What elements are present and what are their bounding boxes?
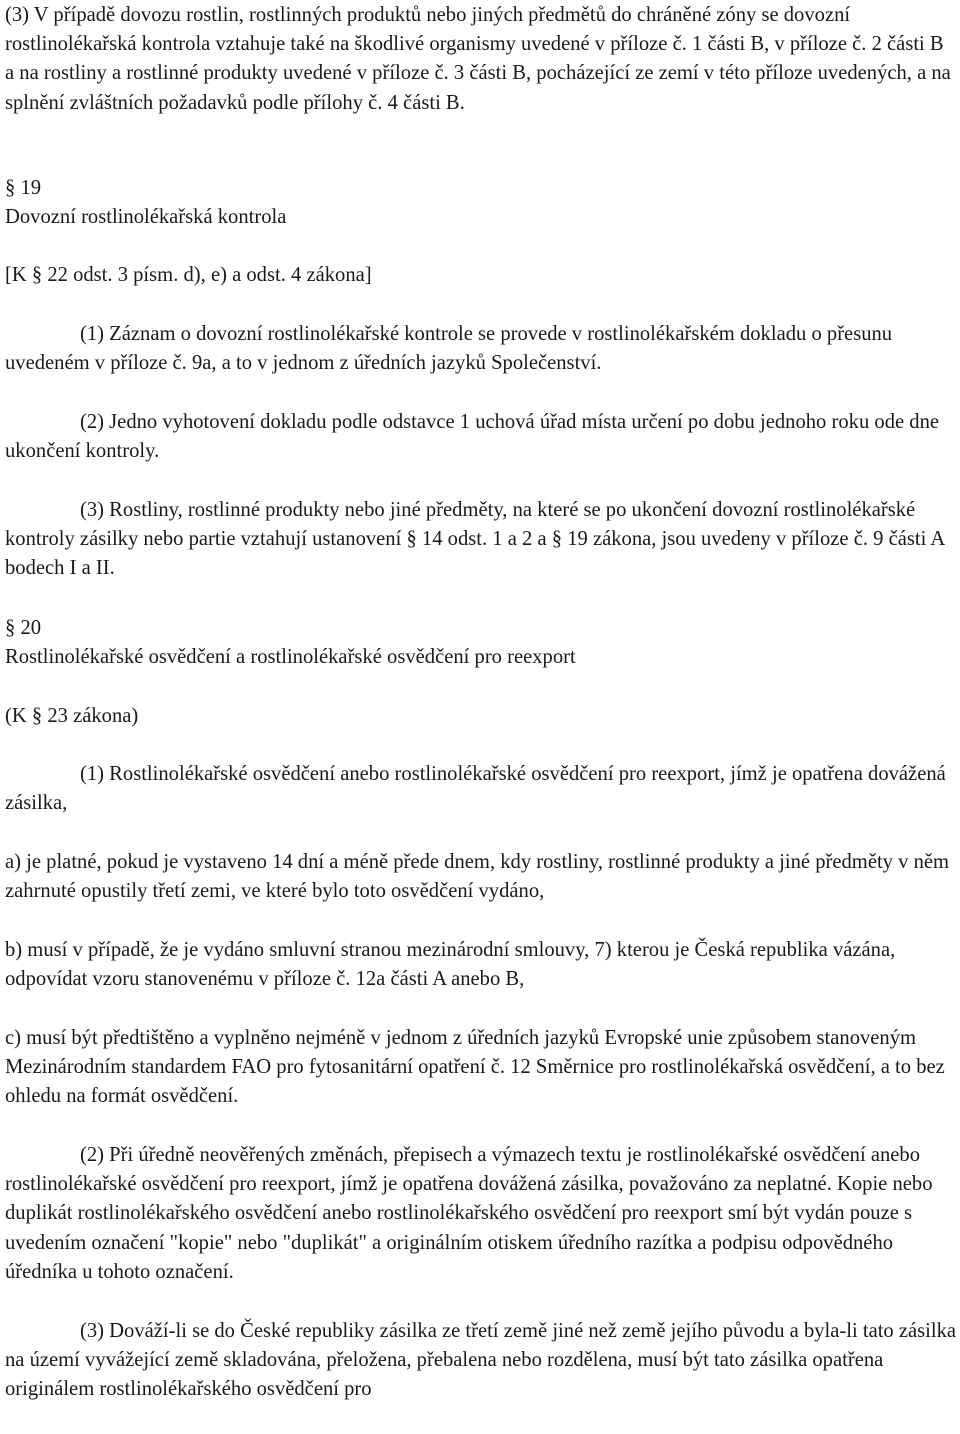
- paragraph-20-3: (3) Dováží-li se do České republiky zásilka ze třetí země jiné než země jejího původu a byla-li tato zásilka na území vyvážející země skladována, přeložena, přebalena nebo rozdělena, musí být tato zásilka opatřena originálem rostlinolékařského osvědčení pro: [5, 1320, 957, 1401]
- paragraph-19-2: (2) Jedno vyhotovení dokladu podle odstavce 1 uchová úřad místa určení po dobu jednoho roku ode dne ukončení kontroly.: [5, 411, 940, 463]
- paragraph-18-3: (3) V případě dovozu rostlin, rostlinných produktů nebo jiných předmětů do chráněné zóny se dovozní rostlinolékařská kontrola vztahuje také na škodlivé organismy uvedené v příloze č. 1 části B, v příloze č. 2 části B a na rostliny a rostlinné produkty uvedené v příloze č. 3 části B, pocházející ze zemí v této příloze uvedených, a na splnění zvláštních požadavků podle přílohy č. 4 části B.: [5, 4, 951, 114]
- paragraph-20-1-c: c) musí být předtištěno a vyplněno nejméně v jednom z úředních jazyků Evropské unie způsobem stanoveným Mezinárodním standardem FAO pro fytosanitární opatření č. 12 Směrnice pro rostlinolékařská osvědčení, a to bez ohledu na formát osvědčení.: [5, 1027, 945, 1108]
- section-19-reference: [K § 22 odst. 3 písm. d), e) a odst. 4 zákona]: [5, 264, 372, 286]
- paragraph-20-1-b: b) musí v případě, že je vydáno smluvní stranou mezinárodní smlouvy, 7) kterou je Česká republika vázána, odpovídat vzoru stanovenému v příloze č. 12a části A anebo B,: [5, 939, 896, 991]
- section-20-number: § 20: [5, 617, 42, 639]
- section-20-reference: (K § 23 zákona): [5, 705, 139, 727]
- section-19-number: § 19: [5, 177, 42, 199]
- paragraph-19-1: (1) Záznam o dovozní rostlinolékařské kontrole se provede v rostlinolékařském dokladu o přesunu uvedeném v příloze č. 9a, a to v jednom z úředních jazyků Společenství.: [5, 323, 893, 375]
- paragraph-20-1-a: a) je platné, pokud je vystaveno 14 dní a méně přede dnem, kdy rostliny, rostlinné produkty a jiné předměty v něm zahrnuté opustily třetí zemi, ve které bylo toto osvědčení vydáno,: [5, 851, 950, 903]
- section-19-title: Dovozní rostlinolékařská kontrola: [5, 206, 287, 228]
- paragraph-19-3: (3) Rostliny, rostlinné produkty nebo jiné předměty, na které se po ukončení dovozní rostlinolékařské kontroly zásilky nebo partie vztahují ustanovení § 14 odst. 1 a 2 a § 19 zákona, jsou uvedeny v příloze č. 9 části A bodech I a II.: [5, 499, 945, 580]
- section-20-title: Rostlinolékařské osvědčení a rostlinolékařské osvědčení pro reexport: [5, 646, 576, 668]
- paragraph-20-2: (2) Při úředně neověřených změnách, přepisech a výmazech textu je rostlinolékařské osvědčení anebo rostlinolékařské osvědčení pro reexport, jímž je opatřena dovážená zásilka, považováno za neplatné. Kopie nebo duplikát rostlinolékařského osvědčení anebo rostlinolékařského osvědčení pro reexport smí být vydán pouze s uvedením označení "kopie" nebo "duplikát" a originálním otiskem úředního razítka a podpisu odpovědného úředníka u tohoto označení.: [5, 1144, 933, 1283]
- paragraph-20-1: (1) Rostlinolékařské osvědčení anebo rostlinolékařské osvědčení pro reexport, jímž je opatřena dovážená zásilka,: [5, 763, 946, 815]
